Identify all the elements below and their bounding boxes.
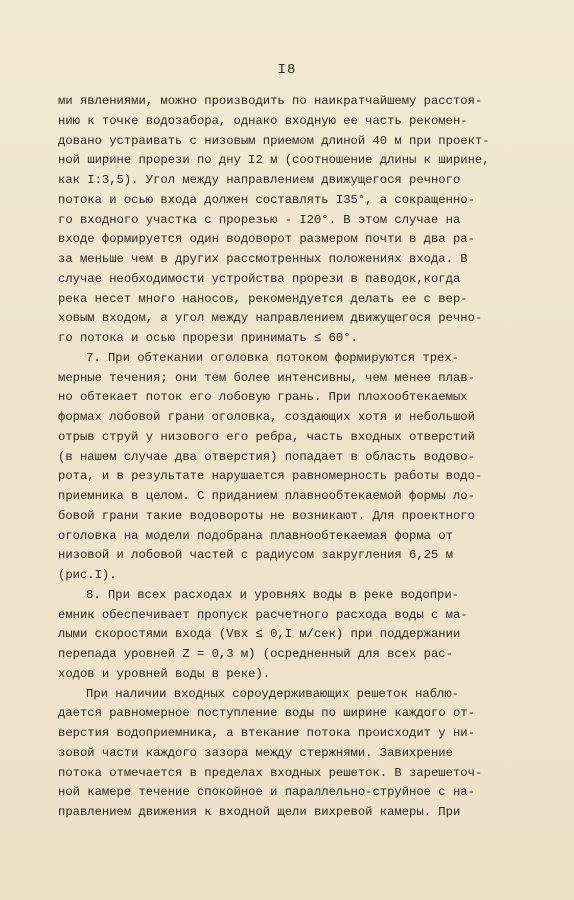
text-line: довано устраивать с низовым приемом длиной 40 м при проект-: [58, 133, 490, 148]
text-line: отрыв струй у низового его ребра, часть входных отверстий: [58, 429, 475, 444]
text-line: го входного участка с прорезью - I20°. В этом случае на: [58, 212, 461, 227]
text-line: ходов и уровней воды в реке).: [58, 666, 271, 681]
body-text: [58, 92, 528, 823]
text-line: верстия водоприемника, а втекание потока происходит у ни-: [58, 726, 475, 740]
text-line: формах лобовой грани оголовка, создающих хотя и небольшой: [58, 410, 475, 424]
text-line: ной камере течение спокойное и параллельно-струйное с на-: [58, 785, 475, 800]
text-line: но обтекает поток его лобовую грань. При плохообтекаемых: [58, 390, 468, 405]
page-number: I8: [277, 62, 297, 78]
text-line: емник обеспечивает пропуск расчетного расхода воды с ма-: [58, 607, 468, 622]
text-line: ной ширине прорези по дну I2 м (соотношение длины к ширине,: [58, 153, 490, 168]
text-line: (рис.I).: [58, 568, 117, 582]
text-line: зовой части каждого зазора между стержнями. Завихрение: [58, 745, 453, 760]
text-line: приемника в целом. С приданием плавнообтекаемой формы ло-: [58, 489, 475, 503]
text-line: 7. При обтекании оголовка потоком формируются трех-: [86, 350, 459, 365]
text-line: низовой и лобовой частей с радиусом закругления 6,25 м: [58, 548, 453, 563]
text-line: дается равномерное поступление воды по ширине каждого от-: [58, 706, 475, 721]
text-line: случае необходимости устройства прорези в паводок,когда: [58, 271, 461, 286]
text-line: нию к точке водозабора, однако входную ее часть рекомен-: [58, 113, 468, 128]
text-line: рота, и в результате нарушается равномерность работы водо-: [58, 469, 483, 484]
text-line: (в нашем случае два отверстия) попадает в область водово-: [58, 449, 475, 464]
text-line: 8. При всех расходах и уровнях воды в реке водопри-: [86, 587, 459, 602]
text-line: ховым входом, а угол между направлением движущегося речно-: [58, 311, 483, 326]
text-line: перепада уровней Z = 0,3 м) (осредненный для всех рас-: [58, 647, 453, 661]
text-line: ми явлениями, можно производить по наикратчайшему расстоя-: [58, 94, 483, 108]
text-line: правлением движения к входной щели вихревой камеры. При: [58, 805, 461, 819]
text-line: река несет много наносов, рекомендуется делать ее с вер-: [58, 291, 468, 306]
text-line: бовой грани такие водовороты не возникают. Для проектного: [58, 508, 475, 523]
text-line: При наличии входных сороудерживающих решеток наблю-: [86, 686, 459, 701]
text-line: потока и осью входа должен составлять I35°, а сокращенно-: [58, 192, 475, 207]
text-line: го потока и осью прорези принимать ≤ 60°.: [58, 331, 358, 345]
text-line: оголовка на модели подобрана плавнообтекаемая форма от: [58, 528, 453, 543]
text-line: мерные течения; они тем более интенсивны, чем менее плав-: [58, 370, 475, 385]
text-line: входе формируется один водоворот размером почти в два ра-: [58, 232, 475, 247]
text-line: как I:3,5). Угол между направлением движущегося речного: [58, 173, 461, 187]
text-line: потока отмечается в пределах входных решеток. В зарешеточ-: [58, 765, 483, 780]
text-line: за меньше чем в других рассмотренных положениях входа. В: [58, 252, 468, 266]
text-line: лыми скоростями входа (Vвх ≤ 0,I м/сек) при поддержании: [58, 627, 461, 642]
